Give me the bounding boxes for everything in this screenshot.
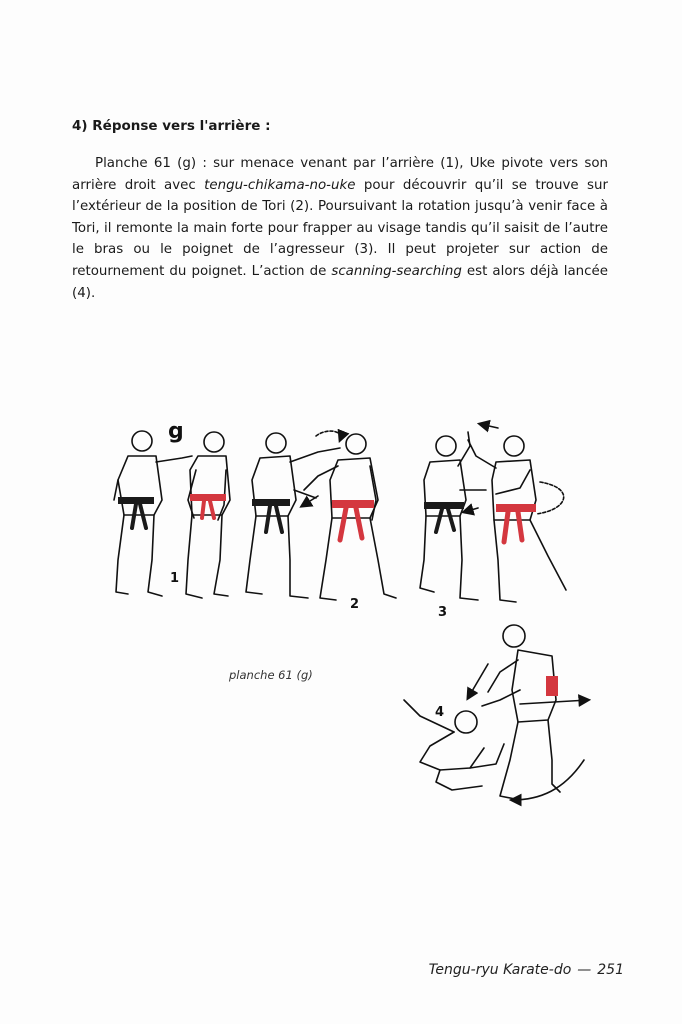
figure-caption: planche 61 (g) (229, 668, 313, 682)
section-heading: 4) Réponse vers l'arrière : (72, 118, 271, 134)
technique-name: tengu-chikama-no-uke (204, 177, 356, 193)
book-title: Tengu-ryu Karate-do (428, 962, 572, 978)
action-name: scanning-searching (331, 263, 462, 279)
step-label-2: 2 (350, 597, 360, 612)
paragraph-text-1: Planche 61 (g) : sur menace venant par l’arrière (1), Uke pivote vers son arrière droit avec (72, 156, 608, 193)
plate-letter: g (168, 419, 184, 444)
step-label-4: 4 (435, 705, 445, 720)
figure-1-attacker (114, 431, 192, 596)
figure-4-uke (404, 700, 504, 790)
footer-separator: — (577, 962, 592, 978)
figure-1-defender (186, 432, 230, 598)
figure-4-tori (482, 625, 560, 800)
figure-2-attacker (246, 433, 340, 598)
paragraph-text-3: est alors déjà lancée (4). (72, 263, 608, 301)
paragraph-text-2: pour découvrir qu’il se trouve sur l’extérieur de la position de Tori (2). Poursuivant la rotation jusqu’à venir face à Tori, il remonte la main forte pour frapper au visage tandis qu’il saisit de l’autre le bras ou le poignet de l’agresseur (3). Il peut projeter sur action de retournement du poignet. L’action de (72, 177, 608, 279)
page-number: 251 (597, 962, 624, 978)
page-footer (429, 962, 624, 978)
figure-2-defender (304, 434, 396, 600)
step-label-3: 3 (438, 605, 448, 620)
figure-3-attacker (420, 432, 486, 600)
step-label-1: 1 (170, 571, 180, 586)
